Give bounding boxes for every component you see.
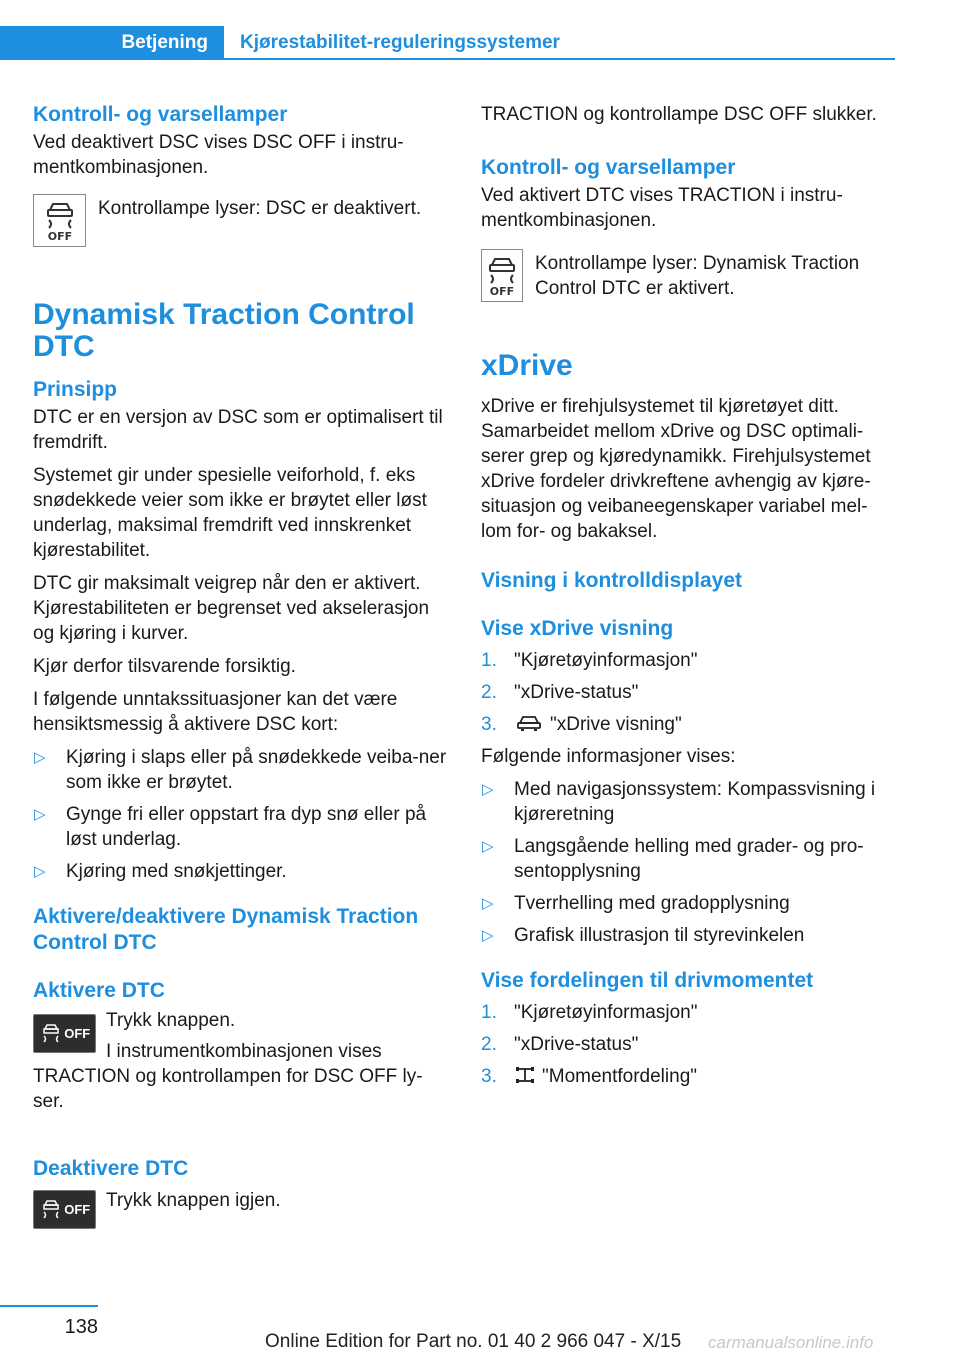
indicator-text-2: Kontrollampe lyser: Dynamisk Traction Control DTC er aktivert. [535,253,860,299]
heading-prinsipp: Prinsipp [33,378,118,401]
list-item: 2. "xDrive-status" [481,682,639,703]
para-3: DTC gir maksimalt veigrep når den er aktivert. Kjørestabiliteten er begrenset ved akselerasjon og kjøring i kurver. [33,573,430,644]
off-text: OFF [47,229,72,242]
watermark: carmanualsonline.info [708,1333,874,1352]
off-label: OFF [64,1026,91,1041]
heading-xdrive: xDrive [481,349,573,382]
deaktivere-block [33,1188,451,1217]
car-icon [514,714,544,732]
bullet-triangle-icon: ▷ [482,781,494,798]
para-following: Følgende informasjoner vises: [481,746,736,767]
para-1: DTC er en versjon av DSC som er optimalisert til fremdrift. [33,407,443,453]
heading-visning: Visning i kontrolldisplayet [481,569,742,592]
heading-kontroll-2: Kontroll- og varsellamper [481,156,736,179]
left-column [33,102,451,1229]
indicator-row-dtc [481,249,896,302]
list-item: ▷ Kjøring med snøkjettinger. [34,861,287,882]
para-traction-off: TRACTION og kontrollampe DSC OFF slukker. [481,104,877,125]
dsc-off-indicator-icon [33,194,86,247]
page-number: 138 [64,1316,98,1338]
bullet-list-right [481,777,896,948]
off-text: OFF [489,284,515,297]
list-item: ▷ Tverrhelling med gradopplysning [482,893,790,914]
indicator-row-dsc-off [33,194,451,247]
bullet-triangle-icon: ▷ [34,806,46,823]
para-kontroll-1: Ved deaktivert DSC vises DSC OFF i instru-mentkombinasjonen. [33,132,404,178]
heading-vise-xdrive: Vise xDrive visning [481,617,674,640]
list-item: 3. "xDrive visning" [481,714,682,735]
para-kontroll-2: Ved aktivert DTC vises TRACTION i instru-mentkombinasjonen. [481,185,843,231]
dtc-button-icon [33,1014,96,1053]
para-xdrive: xDrive er firehjulsystemet til kjøretøyet ditt. Samarbeidet mellom xDrive og DSC optimali-serer grep og kjøredynamikk. Firehjulsystemet xDrive fordeler drivkreftene avhengig av kjøre-situasjon og veibaneegenskaper variabel mel-lom for- og bakaksel. [481,396,871,542]
list-item: ▷ Med navigasjonssystem: Kompassvisning i kjøreretning [482,779,876,825]
dtc-button-icon [33,1190,96,1229]
heading-dtc: Dynamisk Traction Control DTC [33,298,415,363]
heading-kontroll-1: Kontroll- og varsellamper [33,103,288,126]
bullet-triangle-icon: ▷ [482,838,494,855]
bullet-triangle-icon: ▷ [482,927,494,944]
bullet-triangle-icon: ▷ [34,749,46,766]
bullet-list-left [33,745,451,884]
torque-distribution-icon [514,1066,536,1084]
heading-fordeling: Vise fordelingen til drivmomentet [481,969,814,992]
list-item: 3. "Momentfordeling" [481,1066,698,1087]
list-item: ▷ Langsgående helling med grader- og pro-sentopplysning [482,836,864,882]
heading-activate-deactivate: Aktivere/deaktivere Dynamisk Traction Control DTC [33,905,419,954]
aktivere-line-1: Trykk knappen. [106,1010,236,1031]
heading-deaktivere: Deaktivere DTC [33,1157,189,1180]
list-item: ▷ Kjøring i slaps eller på snødekkede veiba-ner som ikke er brøytet. [34,747,447,793]
section-tab: Betjening [0,26,224,60]
right-column [481,102,896,1096]
list-item: 1. "Kjøretøyinformasjon" [481,1002,698,1023]
steps-list-1 [481,648,896,737]
list-item: ▷ Gynge fri eller oppstart fra dyp snø eller på løst underlag. [34,804,427,850]
aktivere-line-2: I instrumentkombinasjonen vises TRACTION og kontrollampen for DSC OFF ly-ser. [33,1041,423,1112]
deaktivere-line: Trykk knappen igjen. [106,1190,281,1211]
bullet-triangle-icon: ▷ [34,863,46,880]
dtc-indicator-icon [481,249,523,302]
steps-list-2 [481,1000,896,1089]
para-5: I følgende unntakssituasjoner kan det være hensiktsmessig å aktivere DSC kort: [33,689,398,735]
header-rule [0,58,895,60]
indicator-text-1: Kontrollampe lyser: DSC er deaktivert. [98,198,422,219]
footer-rule [0,1305,98,1307]
aktivere-block [33,1008,451,1114]
page-header [0,26,895,60]
edition-info: Online Edition for Part no. 01 40 2 966 047 - X/15 [265,1331,682,1352]
para-2: Systemet gir under spesielle veiforhold, f. eks snødekkede veier som ikke er brøytet eller løst underlag, maksimal fremdrift ved innskrenket kjørestabilitet. [33,465,427,561]
heading-aktivere: Aktivere DTC [33,979,165,1002]
bullet-triangle-icon: ▷ [482,895,494,912]
list-item: 2. "xDrive-status" [481,1034,639,1055]
chapter-title: Kjørestabilitet-reguleringssystemer [240,32,560,53]
off-label: OFF [64,1202,91,1217]
list-item: ▷ Grafisk illustrasjon til styrevinkelen [482,925,805,946]
para-4: Kjør derfor tilsvarende forsiktig. [33,656,296,677]
list-item: 1. "Kjøretøyinformasjon" [481,650,698,671]
